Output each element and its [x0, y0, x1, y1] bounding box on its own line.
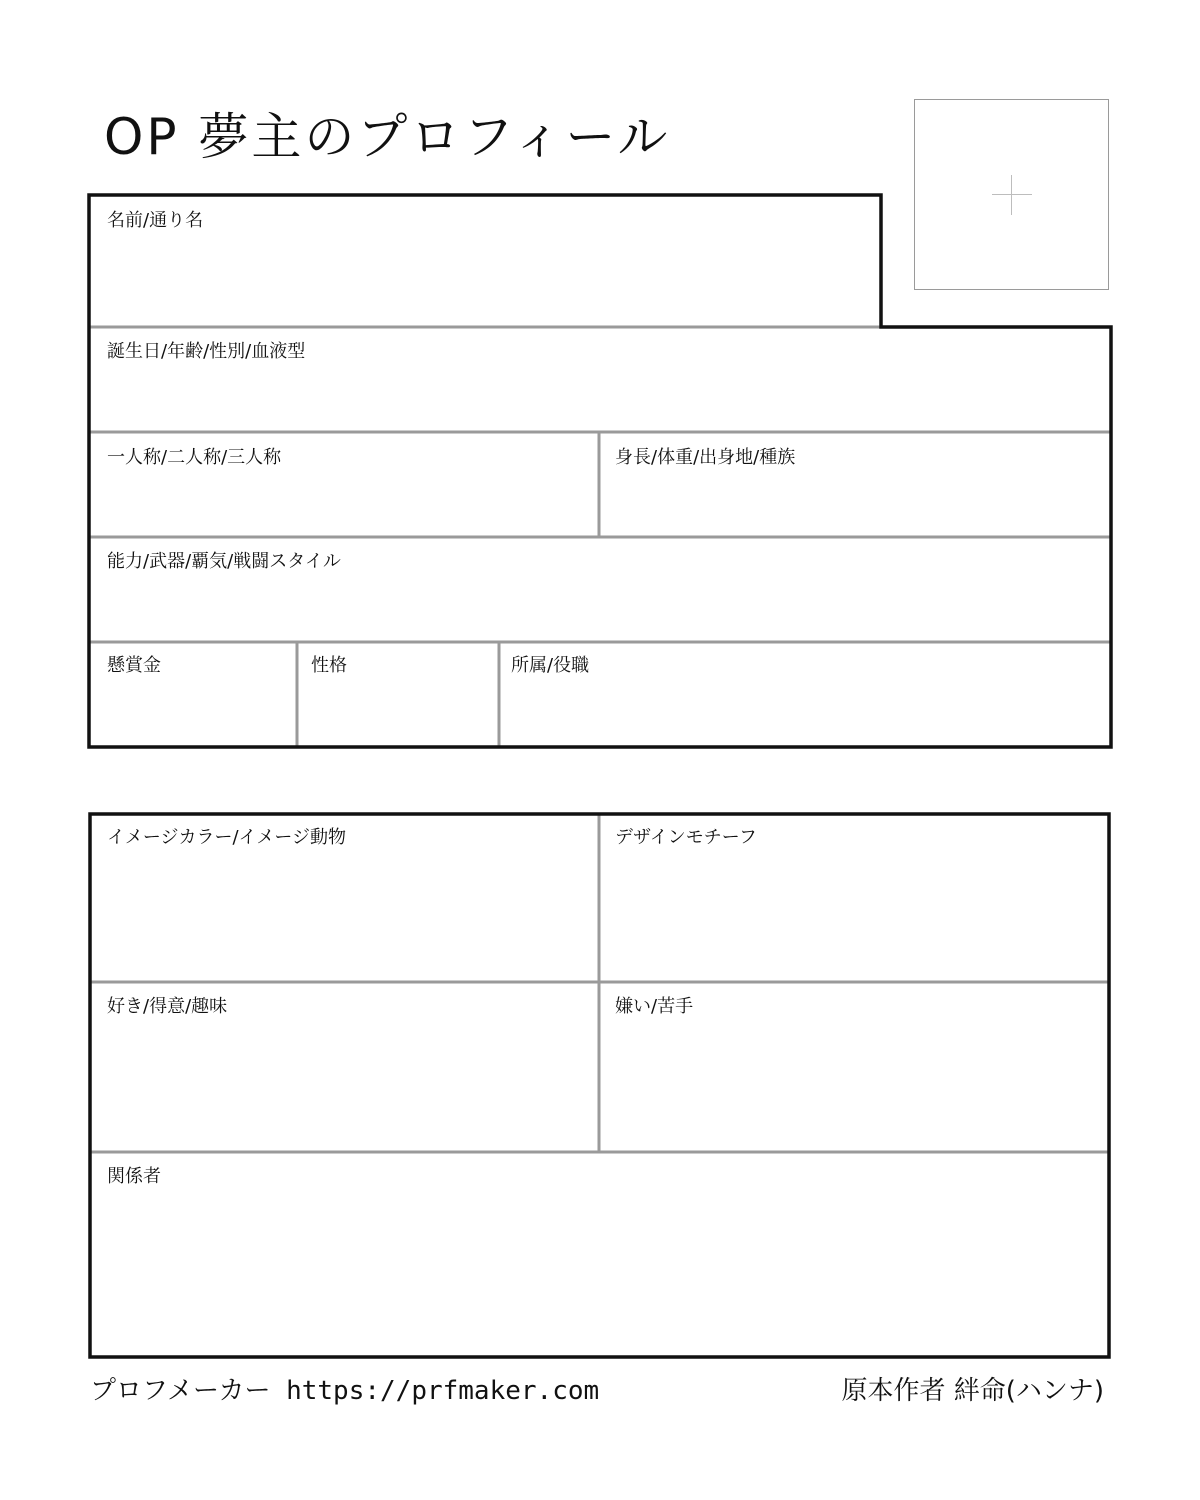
- field-personality[interactable]: [311, 657, 491, 737]
- field-label: 能力/武器/覇気/戦闘スタイル: [107, 551, 341, 572]
- field-label: 誕生日/年齢/性別/血液型: [107, 341, 306, 362]
- field-dislikes-weaknesses[interactable]: [615, 998, 1095, 1143]
- page-title: OP 夢主のプロフィール: [104, 108, 671, 166]
- field-ability-weapon-haki-style[interactable]: [107, 553, 1097, 633]
- field-name[interactable]: [107, 212, 867, 317]
- field-label: イメージカラー/イメージ動物: [107, 827, 346, 848]
- field-birth-age-sex-blood[interactable]: [107, 343, 1097, 423]
- plus-icon: [992, 175, 1032, 215]
- maker-credit: プロフメーカー https://prfmaker.com: [90, 1376, 600, 1406]
- field-label: 一人称/二人称/三人称: [107, 447, 282, 468]
- field-label: 懸賞金: [107, 655, 161, 676]
- field-label: 所属/役職: [511, 655, 590, 676]
- field-affiliation-role[interactable]: [511, 657, 1101, 737]
- field-pronouns[interactable]: [107, 449, 587, 529]
- field-design-motif[interactable]: [615, 829, 1095, 974]
- field-label: 関係者: [107, 1166, 161, 1187]
- field-label: 身長/体重/出身地/種族: [615, 447, 796, 468]
- field-label: 名前/通り名: [107, 210, 204, 231]
- field-label: 嫌い/苦手: [615, 996, 694, 1017]
- field-likes-skills-hobbies[interactable]: [107, 998, 587, 1143]
- field-bounty[interactable]: [107, 657, 287, 737]
- photo-placeholder[interactable]: [914, 99, 1109, 290]
- field-label: 好き/得意/趣味: [107, 996, 228, 1017]
- field-label: 性格: [311, 655, 347, 676]
- field-label: デザインモチーフ: [615, 827, 757, 848]
- author-credit: 原本作者 絆命(ハンナ): [841, 1376, 1104, 1406]
- field-image-color-animal[interactable]: [107, 829, 587, 974]
- field-relations[interactable]: [107, 1168, 1097, 1348]
- field-height-weight-origin-race[interactable]: [615, 449, 1095, 529]
